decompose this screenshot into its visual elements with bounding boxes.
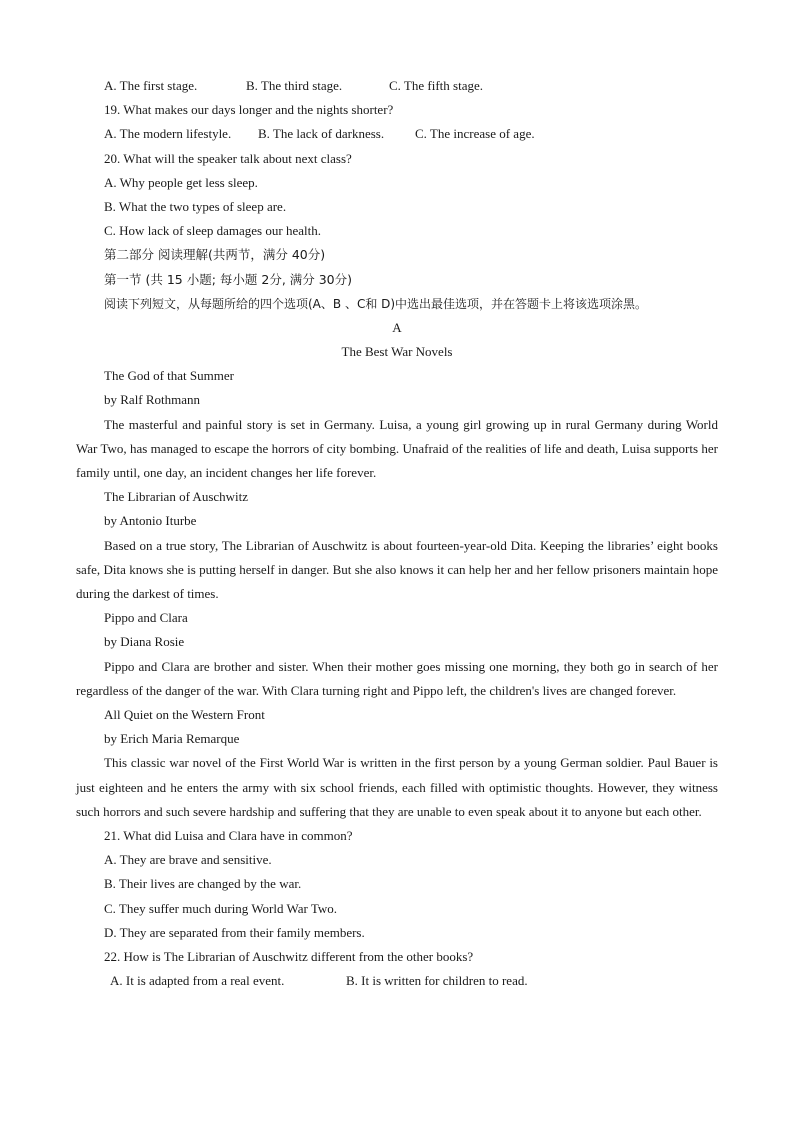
book-author: by Antonio Iturbe — [104, 513, 197, 529]
passage-letter: A — [392, 319, 402, 335]
q18-option-a: A. The first stage. — [104, 78, 198, 93]
q20-option-b: B. What the two types of sleep are. — [104, 198, 287, 214]
book-title: The God of that Summer — [104, 368, 234, 384]
q21-question: 21. What did Luisa and Clara have in common? — [104, 827, 353, 843]
q20-option-a: A. Why people get less sleep. — [104, 174, 258, 190]
q19-option-c: C. The increase of age. — [415, 126, 535, 142]
q21-option-a: A. They are brave and sensitive. — [104, 852, 272, 868]
q18-options — [76, 74, 718, 98]
book-description: Based on a true story, The Librarian of Auschwitz is about fourteen-year-old Dita. Keeping the libraries’ eight books safe, Dita knows she is putting herself in danger. But she also knows it can help her and her fellow prisoners maintain hope during the darkest of times. — [76, 537, 718, 602]
q19-options — [76, 122, 718, 146]
q21-option-d: D. They are separated from their family members. — [104, 924, 365, 940]
book-title: Pippo and Clara — [104, 610, 188, 626]
book-description: The masterful and painful story is set in Germany. Luisa, a young girl growing up in rural Germany during World War Two, has managed to escape the horrors of city bombing. Unafraid of the realities of life and death, Luisa supports her family until, one day, an incident changes her life forever. — [76, 416, 718, 481]
book-title: The Librarian of Auschwitz — [104, 489, 249, 505]
q19-question: 19. What makes our days longer and the nights shorter? — [104, 102, 394, 118]
q22-options — [76, 969, 718, 993]
q20-question: 20. What will the speaker talk about next class? — [104, 150, 352, 166]
q20-option-c: C. How lack of sleep damages our health. — [104, 223, 321, 239]
passage-title: The Best War Novels — [341, 344, 453, 360]
book-1 — [76, 364, 718, 485]
book-2 — [76, 485, 718, 606]
book-author: by Diana Rosie — [104, 634, 185, 650]
book-description: Pippo and Clara are brother and sister. When their mother goes missing one morning, they both go in search of her regardless of the danger of the war. With Clara turning right and Pippo left, the children's lives are changed forever. — [76, 658, 718, 698]
q19-option-b: B. The lack of darkness. — [258, 126, 385, 142]
reading-instruction: 阅读下列短文，从每题所给的四个选项(A、B 、C和 D)中选出最佳选项，并在答题卡上将该选项涂黑。 — [104, 296, 648, 311]
q18-option-c: C. The fifth stage. — [389, 78, 483, 93]
book-4 — [76, 703, 718, 824]
book-description: This classic war novel of the First World War is written in the first person by a young German soldier. Paul Bauer is just eighteen and he enters the army with six school friends, each filled with optimistic thoughts. However, they witness such horrors and such severe hardship and suffering that they are unable to even speak about it to anyone but each other. — [76, 755, 718, 819]
book-author: by Ralf Rothmann — [104, 392, 201, 408]
section1-title: 第一节 (共 15 小题; 每小题 2分, 满分 30分) — [104, 271, 353, 287]
book-author: by Erich Maria Remarque — [104, 731, 240, 747]
book-3 — [76, 606, 718, 703]
book-title: All Quiet on the Western Front — [104, 707, 265, 722]
q22-option-b: B. It is written for children to read. — [346, 973, 528, 989]
q21-option-b: B. Their lives are changed by the war. — [104, 876, 302, 892]
q21-option-c: C. They suffer much during World War Two. — [104, 900, 338, 916]
exam-page — [76, 74, 718, 993]
q22-question: 22. How is The Librarian of Auschwitz different from the other books? — [104, 948, 474, 964]
part2-title: 第二部分 阅读理解(共两节，满分 40分) — [104, 247, 326, 263]
q22-option-a: A. It is adapted from a real event. — [110, 973, 285, 989]
q19-option-a: A. The modern lifestyle. — [104, 126, 232, 142]
q18-option-b: B. The third stage. — [246, 78, 343, 93]
